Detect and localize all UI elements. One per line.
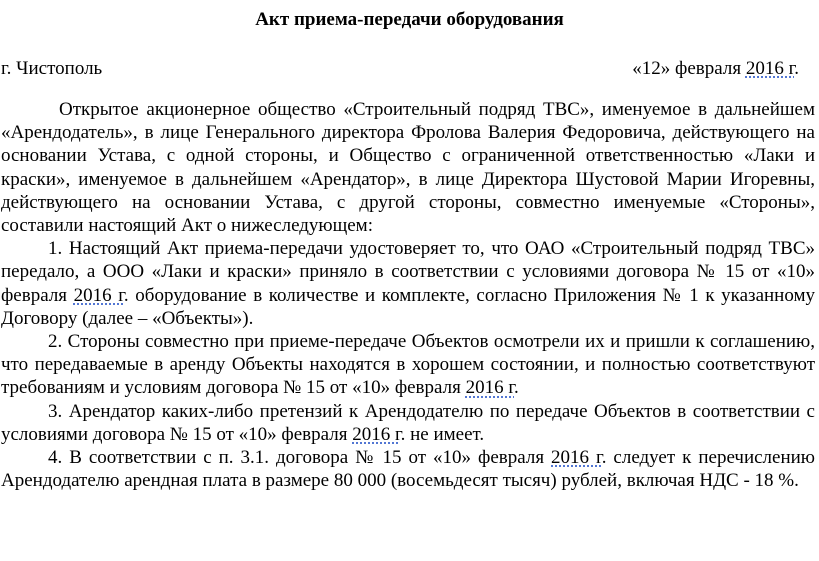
clause-1-text-a: 1. Настоящий Акт приема-передачи удостоверяет то, что ОАО «Строительный подряд ТВС» передало, а ООО «Лаки и краски» приняло в соответствии с условиями договора № 15 от «10» февраля [1,238,815,306]
clause-4-text-a: 4. В соответствии с п. 3.1. договора № 15 от «10» февраля [48,447,552,469]
clause-2-text-a: 2. Стороны совместно при приеме-передаче Объектов осмотрели их и пришли к соглашению, что передаваемые в аренду Объекты находятся в хорошем состоянии, и полностью соответствуют требованиям и условиям договора № 15 от «10» февраля [1,331,815,399]
clause-3-year: 2016 г [352,423,401,445]
clause-1-text-b: . оборудование в количестве и комплекте, согласно Приложения № 1 к указанному Договору (далее – «Объекты»). [1,284,815,329]
city: г. Чистополь [1,58,103,79]
document-body [1,98,815,492]
document-title: Акт приема-передачи оборудования [255,9,564,30]
clause-4-text-b: . следует к перечислению Арендодателю арендная плата в размере 80 000 (восемьдесят тысяч) рублей, включая НДС - 18 %. [1,447,816,492]
clause-3-text-b: . не имеет. [400,423,485,445]
clause-4-year: 2016 г [551,447,602,469]
clause-4 [1,446,815,492]
clause-2-year: 2016 г [465,377,515,399]
clause-3 [1,400,815,446]
clause-2-text-b: . [514,377,519,399]
date-year: 2016 г [745,58,795,79]
clause-1 [1,237,815,330]
clause-1-year: 2016 г [73,284,124,306]
clause-2 [1,330,815,400]
document-date [632,58,799,80]
date-suffix: . [794,58,799,79]
date-prefix: «12» февраля [632,58,746,79]
clause-3-text-a: 3. Арендатор каких-либо претензий к Арендодателю по передаче Объектов в соответствии с условиями договора № 15 от «10» февраля [1,400,815,445]
preamble-paragraph: Открытое акционерное общество «Строительный подряд ТВС», именуемое в дальнейшем «Арендодатель», в лице Генерального директора Фролова Валерия Федоровича, действующего на основании Устава, с одной стороны, и Общество с ограниченной ответственностью «Лаки и краски», именуемое в дальнейшем «Арендатор», в лице Директора Шустовой Марии Игоревны, действующего на основании Устава, с другой стороны, совместно именуемые «Стороны», составили настоящий Акт о нижеследующем: [1,99,815,237]
